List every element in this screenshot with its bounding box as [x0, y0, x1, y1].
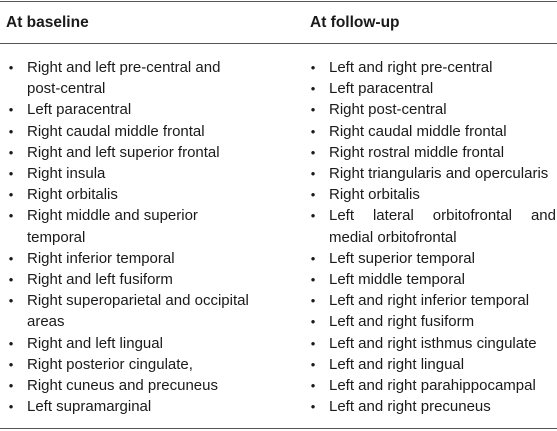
list-item — [308, 375, 556, 396]
list-item-text: Right and left pre-central and post-central — [27, 59, 221, 98]
list-item-text: Right and left fusiform — [27, 271, 173, 289]
bullet-icon: • — [310, 187, 316, 203]
list-item-text: Right orbitalis — [329, 186, 420, 204]
list-item — [308, 354, 556, 375]
bullet-icon: • — [310, 272, 316, 288]
bullet-icon: • — [8, 335, 14, 351]
bullet-icon: • — [8, 356, 14, 372]
list-item — [308, 142, 556, 163]
bullet-icon: • — [8, 378, 14, 394]
list-item-text: Right rostral middle frontal — [329, 143, 505, 161]
bullet-icon: • — [310, 399, 316, 415]
list-item-text: Left and right inferior temporal — [329, 292, 530, 310]
bullet-icon: • — [310, 356, 316, 372]
table-bottom-rule — [0, 428, 557, 429]
bullet-icon: • — [310, 102, 316, 118]
bullet-icon: • — [310, 60, 316, 75]
list-item — [308, 396, 556, 417]
bullet-icon: • — [8, 166, 14, 182]
list-item — [6, 354, 256, 375]
table-header-rule — [0, 43, 557, 44]
header-baseline: At baseline — [6, 14, 89, 31]
list-item-text: Left paracentral — [329, 80, 434, 98]
list-item — [308, 311, 556, 332]
list-item — [308, 57, 556, 78]
list-item-text: Right triangularis and opercularis — [329, 165, 549, 183]
list-item — [6, 142, 256, 163]
list-item — [6, 269, 256, 290]
list-item — [308, 78, 556, 99]
bullet-icon: • — [8, 123, 14, 139]
list-item — [6, 205, 256, 247]
bullet-icon: • — [8, 250, 14, 266]
bullet-icon: • — [8, 399, 14, 415]
list-item-text: Right inferior temporal — [27, 249, 175, 267]
list-item — [308, 205, 556, 247]
list-item-text: Left and right lingual — [329, 355, 465, 373]
list-item-text: Left and right isthmus cingulate — [329, 334, 537, 352]
bullet-icon: • — [310, 123, 316, 139]
list-item-text: Left lateral orbitofrontal and medial orbitofrontal — [329, 207, 556, 246]
list-item-text: Left and right fusiform — [329, 313, 475, 331]
list-item — [308, 121, 556, 142]
list-item-text: Left middle temporal — [329, 271, 465, 289]
bullet-icon: • — [310, 378, 316, 394]
followup-list — [308, 57, 556, 417]
bullet-icon: • — [310, 144, 316, 160]
list-item-text: Right and left superior frontal — [27, 143, 220, 161]
bullet-icon: • — [8, 272, 14, 288]
list-item — [308, 290, 556, 311]
bullet-icon: • — [310, 314, 316, 330]
bullet-icon: • — [8, 293, 14, 309]
bullet-icon: • — [310, 250, 316, 266]
list-item-text: Right posterior cingulate, — [27, 355, 193, 373]
list-item-text: Left paracentral — [27, 101, 132, 119]
list-item-text: Right caudal middle frontal — [329, 122, 507, 140]
list-item-text: Left and right precuneus — [329, 398, 491, 416]
list-item — [308, 269, 556, 290]
list-item — [308, 184, 556, 205]
list-item — [6, 184, 256, 205]
list-item-text: Left supramarginal — [27, 398, 152, 416]
bullet-icon: • — [310, 166, 316, 182]
bullet-icon: • — [310, 208, 316, 224]
bullet-icon: • — [8, 187, 14, 203]
list-item-text: Left and right pre-central — [329, 59, 493, 76]
bullet-icon: • — [310, 81, 316, 97]
bullet-icon: • — [310, 335, 316, 351]
bullet-icon: • — [8, 208, 14, 224]
list-item — [308, 248, 556, 269]
list-item-text: Right and left lingual — [27, 334, 163, 352]
list-item-text: Left superior temporal — [329, 249, 475, 267]
bullet-icon: • — [8, 144, 14, 160]
list-item — [6, 333, 256, 354]
list-item — [6, 163, 256, 184]
list-item — [6, 396, 256, 417]
baseline-list — [6, 57, 256, 417]
bullet-icon: • — [310, 293, 316, 309]
list-item-text: Right cuneus and precuneus — [27, 377, 218, 395]
list-item-text: Left and right parahippocampal — [329, 377, 536, 395]
list-item — [6, 121, 256, 142]
list-item-text: Right post-central — [329, 101, 447, 119]
list-item-text: Right superoparietal and occipital areas — [27, 292, 249, 331]
list-item-text: Right middle and superior temporal — [27, 207, 198, 246]
bullet-icon: • — [8, 60, 14, 75]
list-item-text: Right insula — [27, 165, 106, 183]
list-item — [6, 99, 256, 120]
bullet-icon: • — [8, 102, 14, 118]
list-item — [6, 290, 256, 332]
list-item — [6, 248, 256, 269]
list-item-text: Right caudal middle frontal — [27, 122, 205, 140]
table-top-rule — [0, 1, 557, 2]
list-item — [308, 163, 556, 184]
list-item — [308, 333, 556, 354]
list-item — [308, 99, 556, 120]
list-item — [6, 375, 256, 396]
list-item — [6, 57, 256, 99]
list-item-text: Right orbitalis — [27, 186, 118, 204]
header-followup: At follow-up — [310, 14, 400, 31]
